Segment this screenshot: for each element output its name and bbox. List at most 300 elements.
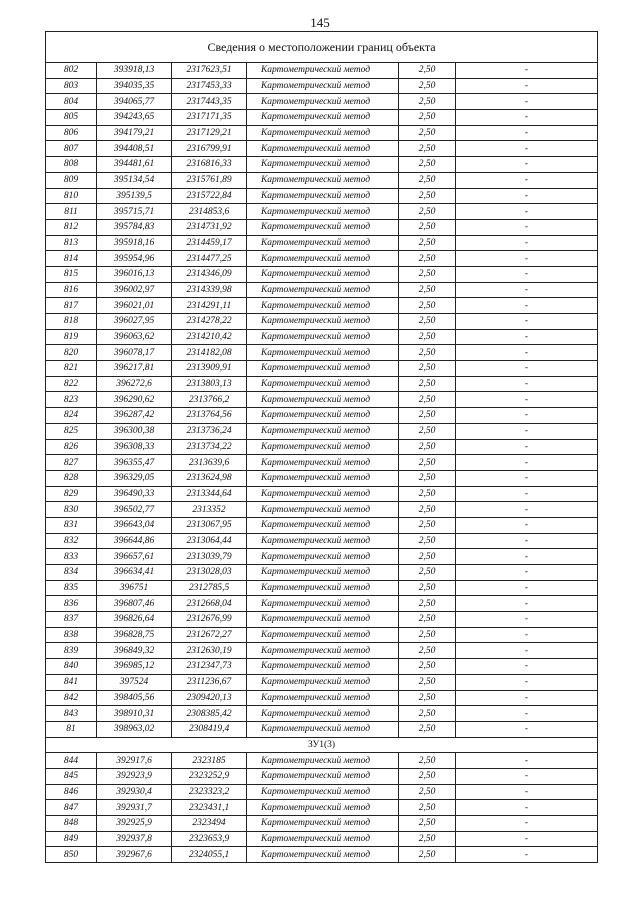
point-number-cell: 821 bbox=[46, 361, 97, 377]
y-coordinate-cell: 2313736,24 bbox=[172, 423, 247, 439]
point-number-cell: 848 bbox=[46, 816, 97, 832]
accuracy-cell: 2,50 bbox=[399, 533, 456, 549]
accuracy-cell: 2,50 bbox=[399, 408, 456, 424]
method-cell: Картометрический метод bbox=[247, 141, 399, 157]
point-number-cell: 807 bbox=[46, 141, 97, 157]
accuracy-cell: 2,50 bbox=[399, 816, 456, 832]
note-cell: - bbox=[456, 627, 598, 643]
note-cell: - bbox=[456, 110, 598, 126]
accuracy-cell: 2,50 bbox=[399, 314, 456, 330]
point-number-cell: 844 bbox=[46, 753, 97, 769]
y-coordinate-cell: 2324055,1 bbox=[172, 847, 247, 863]
y-coordinate-cell: 2314731,92 bbox=[172, 219, 247, 235]
note-cell: - bbox=[456, 800, 598, 816]
table-row bbox=[46, 690, 598, 706]
section-label: ЗУ1(3) bbox=[46, 737, 598, 753]
note-cell: - bbox=[456, 659, 598, 675]
note-cell: - bbox=[456, 439, 598, 455]
x-coordinate-cell: 396828,75 bbox=[97, 627, 172, 643]
accuracy-cell: 2,50 bbox=[399, 361, 456, 377]
x-coordinate-cell: 396985,12 bbox=[97, 659, 172, 675]
table-row bbox=[46, 502, 598, 518]
note-cell: - bbox=[456, 816, 598, 832]
note-cell: - bbox=[456, 596, 598, 612]
y-coordinate-cell: 2317129,21 bbox=[172, 125, 247, 141]
y-coordinate-cell: 2313639,6 bbox=[172, 455, 247, 471]
point-number-cell: 833 bbox=[46, 549, 97, 565]
method-cell: Картометрический метод bbox=[247, 439, 399, 455]
method-cell: Картометрический метод bbox=[247, 314, 399, 330]
method-cell: Картометрический метод bbox=[247, 329, 399, 345]
point-number-cell: 814 bbox=[46, 251, 97, 267]
table-row bbox=[46, 204, 598, 220]
x-coordinate-cell: 396490,33 bbox=[97, 486, 172, 502]
table-row bbox=[46, 329, 598, 345]
note-cell: - bbox=[456, 392, 598, 408]
note-cell: - bbox=[456, 282, 598, 298]
method-cell: Картометрический метод bbox=[247, 423, 399, 439]
table-row bbox=[46, 345, 598, 361]
x-coordinate-cell: 396751 bbox=[97, 580, 172, 596]
accuracy-cell: 2,50 bbox=[399, 141, 456, 157]
method-cell: Картометрический метод bbox=[247, 204, 399, 220]
y-coordinate-cell: 2312347,73 bbox=[172, 659, 247, 675]
x-coordinate-cell: 392937,8 bbox=[97, 831, 172, 847]
y-coordinate-cell: 2313734,22 bbox=[172, 439, 247, 455]
x-coordinate-cell: 396329,05 bbox=[97, 470, 172, 486]
note-cell: - bbox=[456, 533, 598, 549]
y-coordinate-cell: 2308419,4 bbox=[172, 721, 247, 737]
point-number-cell: 815 bbox=[46, 266, 97, 282]
note-cell: - bbox=[456, 204, 598, 220]
y-coordinate-cell: 2323323,2 bbox=[172, 784, 247, 800]
y-coordinate-cell: 2312668,04 bbox=[172, 596, 247, 612]
accuracy-cell: 2,50 bbox=[399, 486, 456, 502]
x-coordinate-cell: 398963,02 bbox=[97, 721, 172, 737]
x-coordinate-cell: 395784,83 bbox=[97, 219, 172, 235]
point-number-cell: 825 bbox=[46, 423, 97, 439]
accuracy-cell: 2,50 bbox=[399, 392, 456, 408]
method-cell: Картометрический метод bbox=[247, 565, 399, 581]
point-number-cell: 842 bbox=[46, 690, 97, 706]
y-coordinate-cell: 2315722,84 bbox=[172, 188, 247, 204]
y-coordinate-cell: 2314339,98 bbox=[172, 282, 247, 298]
accuracy-cell: 2,50 bbox=[399, 753, 456, 769]
note-cell: - bbox=[456, 706, 598, 722]
table-row bbox=[46, 753, 598, 769]
table-row bbox=[46, 282, 598, 298]
table-row bbox=[46, 266, 598, 282]
method-cell: Картометрический метод bbox=[247, 612, 399, 628]
point-number-cell: 836 bbox=[46, 596, 97, 612]
method-cell: Картометрический метод bbox=[247, 690, 399, 706]
point-number-cell: 805 bbox=[46, 110, 97, 126]
note-cell: - bbox=[456, 219, 598, 235]
x-coordinate-cell: 394179,21 bbox=[97, 125, 172, 141]
note-cell: - bbox=[456, 188, 598, 204]
note-cell: - bbox=[456, 376, 598, 392]
method-cell: Картометрический метод bbox=[247, 392, 399, 408]
y-coordinate-cell: 2313909,91 bbox=[172, 361, 247, 377]
method-cell: Картометрический метод bbox=[247, 157, 399, 173]
x-coordinate-cell: 396644,86 bbox=[97, 533, 172, 549]
method-cell: Картометрический метод bbox=[247, 219, 399, 235]
table-row bbox=[46, 721, 598, 737]
method-cell: Картометрический метод bbox=[247, 455, 399, 471]
accuracy-cell: 2,50 bbox=[399, 455, 456, 471]
accuracy-cell: 2,50 bbox=[399, 847, 456, 863]
y-coordinate-cell: 2313803,13 bbox=[172, 376, 247, 392]
x-coordinate-cell: 396290,62 bbox=[97, 392, 172, 408]
x-coordinate-cell: 396308,33 bbox=[97, 439, 172, 455]
note-cell: - bbox=[456, 345, 598, 361]
accuracy-cell: 2,50 bbox=[399, 376, 456, 392]
point-number-cell: 829 bbox=[46, 486, 97, 502]
method-cell: Картометрический метод bbox=[247, 706, 399, 722]
point-number-cell: 810 bbox=[46, 188, 97, 204]
x-coordinate-cell: 396355,47 bbox=[97, 455, 172, 471]
note-cell: - bbox=[456, 266, 598, 282]
note-cell: - bbox=[456, 251, 598, 267]
y-coordinate-cell: 2312676,99 bbox=[172, 612, 247, 628]
note-cell: - bbox=[456, 753, 598, 769]
accuracy-cell: 2,50 bbox=[399, 63, 456, 79]
point-number-cell: 827 bbox=[46, 455, 97, 471]
table-row bbox=[46, 361, 598, 377]
table-row bbox=[46, 298, 598, 314]
point-number-cell: 828 bbox=[46, 470, 97, 486]
y-coordinate-cell: 2312785,5 bbox=[172, 580, 247, 596]
table-row bbox=[46, 627, 598, 643]
y-coordinate-cell: 2314278,22 bbox=[172, 314, 247, 330]
table-row bbox=[46, 423, 598, 439]
x-coordinate-cell: 396807,46 bbox=[97, 596, 172, 612]
table-row bbox=[46, 596, 598, 612]
note-cell: - bbox=[456, 565, 598, 581]
method-cell: Картометрический метод bbox=[247, 266, 399, 282]
method-cell: Картометрический метод bbox=[247, 753, 399, 769]
table-row bbox=[46, 235, 598, 251]
table-row bbox=[46, 800, 598, 816]
x-coordinate-cell: 396021,01 bbox=[97, 298, 172, 314]
table-row bbox=[46, 78, 598, 94]
table-row bbox=[46, 188, 598, 204]
table-row bbox=[46, 816, 598, 832]
boundary-coordinates-table bbox=[45, 31, 598, 863]
note-cell: - bbox=[456, 408, 598, 424]
point-number-cell: 803 bbox=[46, 78, 97, 94]
x-coordinate-cell: 398405,56 bbox=[97, 690, 172, 706]
y-coordinate-cell: 2312672,27 bbox=[172, 627, 247, 643]
table-row bbox=[46, 172, 598, 188]
y-coordinate-cell: 2316799,91 bbox=[172, 141, 247, 157]
point-number-cell: 804 bbox=[46, 94, 97, 110]
accuracy-cell: 2,50 bbox=[399, 266, 456, 282]
table-row bbox=[46, 455, 598, 471]
table-row bbox=[46, 141, 598, 157]
x-coordinate-cell: 395139,5 bbox=[97, 188, 172, 204]
note-cell: - bbox=[456, 847, 598, 863]
y-coordinate-cell: 2311236,67 bbox=[172, 674, 247, 690]
method-cell: Картометрический метод bbox=[247, 768, 399, 784]
table-row bbox=[46, 408, 598, 424]
point-number-cell: 820 bbox=[46, 345, 97, 361]
page-number: 145 bbox=[310, 15, 330, 30]
accuracy-cell: 2,50 bbox=[399, 706, 456, 722]
x-coordinate-cell: 396063,62 bbox=[97, 329, 172, 345]
y-coordinate-cell: 2313352 bbox=[172, 502, 247, 518]
table-title-row bbox=[46, 32, 598, 63]
table-row bbox=[46, 251, 598, 267]
point-number-cell: 824 bbox=[46, 408, 97, 424]
point-number-cell: 847 bbox=[46, 800, 97, 816]
x-coordinate-cell: 395715,71 bbox=[97, 204, 172, 220]
y-coordinate-cell: 2309420,13 bbox=[172, 690, 247, 706]
method-cell: Картометрический метод bbox=[247, 172, 399, 188]
note-cell: - bbox=[456, 125, 598, 141]
point-number-cell: 822 bbox=[46, 376, 97, 392]
table-row bbox=[46, 706, 598, 722]
method-cell: Картометрический метод bbox=[247, 110, 399, 126]
y-coordinate-cell: 2313039,79 bbox=[172, 549, 247, 565]
note-cell: - bbox=[456, 63, 598, 79]
method-cell: Картометрический метод bbox=[247, 784, 399, 800]
accuracy-cell: 2,50 bbox=[399, 329, 456, 345]
method-cell: Картометрический метод bbox=[247, 502, 399, 518]
x-coordinate-cell: 394408,51 bbox=[97, 141, 172, 157]
y-coordinate-cell: 2314291,11 bbox=[172, 298, 247, 314]
point-number-cell: 808 bbox=[46, 157, 97, 173]
table-row bbox=[46, 125, 598, 141]
method-cell: Картометрический метод bbox=[247, 816, 399, 832]
accuracy-cell: 2,50 bbox=[399, 721, 456, 737]
table-title: Сведения о местоположении границ объекта bbox=[46, 32, 598, 63]
table-row bbox=[46, 470, 598, 486]
accuracy-cell: 2,50 bbox=[399, 549, 456, 565]
y-coordinate-cell: 2317623,51 bbox=[172, 63, 247, 79]
accuracy-cell: 2,50 bbox=[399, 439, 456, 455]
x-coordinate-cell: 396217,81 bbox=[97, 361, 172, 377]
method-cell: Картометрический метод bbox=[247, 408, 399, 424]
x-coordinate-cell: 397524 bbox=[97, 674, 172, 690]
point-number-cell: 840 bbox=[46, 659, 97, 675]
accuracy-cell: 2,50 bbox=[399, 502, 456, 518]
table-row bbox=[46, 517, 598, 533]
accuracy-cell: 2,50 bbox=[399, 643, 456, 659]
point-number-cell: 841 bbox=[46, 674, 97, 690]
note-cell: - bbox=[456, 470, 598, 486]
table-row bbox=[46, 565, 598, 581]
note-cell: - bbox=[456, 298, 598, 314]
accuracy-cell: 2,50 bbox=[399, 659, 456, 675]
note-cell: - bbox=[456, 502, 598, 518]
accuracy-cell: 2,50 bbox=[399, 345, 456, 361]
point-number-cell: 830 bbox=[46, 502, 97, 518]
note-cell: - bbox=[456, 768, 598, 784]
method-cell: Картометрический метод bbox=[247, 847, 399, 863]
note-cell: - bbox=[456, 157, 598, 173]
note-cell: - bbox=[456, 361, 598, 377]
table-row bbox=[46, 643, 598, 659]
accuracy-cell: 2,50 bbox=[399, 172, 456, 188]
y-coordinate-cell: 2313764,56 bbox=[172, 408, 247, 424]
table-row bbox=[46, 439, 598, 455]
accuracy-cell: 2,50 bbox=[399, 94, 456, 110]
y-coordinate-cell: 2313028,03 bbox=[172, 565, 247, 581]
x-coordinate-cell: 394481,61 bbox=[97, 157, 172, 173]
accuracy-cell: 2,50 bbox=[399, 580, 456, 596]
y-coordinate-cell: 2313064,44 bbox=[172, 533, 247, 549]
point-number-cell: 806 bbox=[46, 125, 97, 141]
x-coordinate-cell: 396287,42 bbox=[97, 408, 172, 424]
method-cell: Картометрический метод bbox=[247, 188, 399, 204]
method-cell: Картометрический метод bbox=[247, 486, 399, 502]
x-coordinate-cell: 392923,9 bbox=[97, 768, 172, 784]
point-number-cell: 812 bbox=[46, 219, 97, 235]
method-cell: Картометрический метод bbox=[247, 659, 399, 675]
x-coordinate-cell: 392930,4 bbox=[97, 784, 172, 800]
note-cell: - bbox=[456, 674, 598, 690]
x-coordinate-cell: 394035,35 bbox=[97, 78, 172, 94]
x-coordinate-cell: 394065,77 bbox=[97, 94, 172, 110]
y-coordinate-cell: 2323431,1 bbox=[172, 800, 247, 816]
y-coordinate-cell: 2314346,09 bbox=[172, 266, 247, 282]
accuracy-cell: 2,50 bbox=[399, 188, 456, 204]
point-number-cell: 846 bbox=[46, 784, 97, 800]
note-cell: - bbox=[456, 329, 598, 345]
y-coordinate-cell: 2313766,2 bbox=[172, 392, 247, 408]
accuracy-cell: 2,50 bbox=[399, 78, 456, 94]
table-row bbox=[46, 392, 598, 408]
note-cell: - bbox=[456, 784, 598, 800]
method-cell: Картометрический метод bbox=[247, 376, 399, 392]
x-coordinate-cell: 393918,13 bbox=[97, 63, 172, 79]
y-coordinate-cell: 2313344,64 bbox=[172, 486, 247, 502]
note-cell: - bbox=[456, 486, 598, 502]
method-cell: Картометрический метод bbox=[247, 78, 399, 94]
note-cell: - bbox=[456, 423, 598, 439]
method-cell: Картометрический метод bbox=[247, 580, 399, 596]
note-cell: - bbox=[456, 580, 598, 596]
y-coordinate-cell: 2317443,35 bbox=[172, 94, 247, 110]
y-coordinate-cell: 2314459,17 bbox=[172, 235, 247, 251]
x-coordinate-cell: 396027,95 bbox=[97, 314, 172, 330]
method-cell: Картометрический метод bbox=[247, 125, 399, 141]
point-number-cell: 845 bbox=[46, 768, 97, 784]
point-number-cell: 849 bbox=[46, 831, 97, 847]
x-coordinate-cell: 396016,13 bbox=[97, 266, 172, 282]
method-cell: Картометрический метод bbox=[247, 63, 399, 79]
method-cell: Картометрический метод bbox=[247, 596, 399, 612]
note-cell: - bbox=[456, 78, 598, 94]
method-cell: Картометрический метод bbox=[247, 643, 399, 659]
x-coordinate-cell: 395954,96 bbox=[97, 251, 172, 267]
table-row bbox=[46, 659, 598, 675]
accuracy-cell: 2,50 bbox=[399, 110, 456, 126]
table-row bbox=[46, 847, 598, 863]
x-coordinate-cell: 395134,54 bbox=[97, 172, 172, 188]
point-number-cell: 839 bbox=[46, 643, 97, 659]
y-coordinate-cell: 2316816,33 bbox=[172, 157, 247, 173]
point-number-cell: 826 bbox=[46, 439, 97, 455]
x-coordinate-cell: 392925,9 bbox=[97, 816, 172, 832]
x-coordinate-cell: 396849,32 bbox=[97, 643, 172, 659]
point-number-cell: 817 bbox=[46, 298, 97, 314]
accuracy-cell: 2,50 bbox=[399, 627, 456, 643]
accuracy-cell: 2,50 bbox=[399, 157, 456, 173]
method-cell: Картометрический метод bbox=[247, 517, 399, 533]
point-number-cell: 850 bbox=[46, 847, 97, 863]
method-cell: Картометрический метод bbox=[247, 674, 399, 690]
accuracy-cell: 2,50 bbox=[399, 423, 456, 439]
x-coordinate-cell: 396826,64 bbox=[97, 612, 172, 628]
x-coordinate-cell: 396657,61 bbox=[97, 549, 172, 565]
method-cell: Картометрический метод bbox=[247, 831, 399, 847]
accuracy-cell: 2,50 bbox=[399, 235, 456, 251]
point-number-cell: 816 bbox=[46, 282, 97, 298]
section-row bbox=[46, 737, 598, 753]
table-row bbox=[46, 784, 598, 800]
y-coordinate-cell: 2314182,08 bbox=[172, 345, 247, 361]
table-row bbox=[46, 157, 598, 173]
method-cell: Картометрический метод bbox=[247, 94, 399, 110]
point-number-cell: 831 bbox=[46, 517, 97, 533]
table-row bbox=[46, 63, 598, 79]
method-cell: Картометрический метод bbox=[247, 361, 399, 377]
point-number-cell: 832 bbox=[46, 533, 97, 549]
point-number-cell: 818 bbox=[46, 314, 97, 330]
accuracy-cell: 2,50 bbox=[399, 596, 456, 612]
note-cell: - bbox=[456, 831, 598, 847]
x-coordinate-cell: 392917,6 bbox=[97, 753, 172, 769]
note-cell: - bbox=[456, 455, 598, 471]
table-row bbox=[46, 94, 598, 110]
note-cell: - bbox=[456, 690, 598, 706]
table-row bbox=[46, 580, 598, 596]
accuracy-cell: 2,50 bbox=[399, 282, 456, 298]
point-number-cell: 837 bbox=[46, 612, 97, 628]
table-row bbox=[46, 314, 598, 330]
table-row bbox=[46, 549, 598, 565]
table-row bbox=[46, 674, 598, 690]
point-number-cell: 819 bbox=[46, 329, 97, 345]
method-cell: Картометрический метод bbox=[247, 627, 399, 643]
point-number-cell: 809 bbox=[46, 172, 97, 188]
y-coordinate-cell: 2313067,95 bbox=[172, 517, 247, 533]
y-coordinate-cell: 2317453,33 bbox=[172, 78, 247, 94]
accuracy-cell: 2,50 bbox=[399, 800, 456, 816]
note-cell: - bbox=[456, 517, 598, 533]
x-coordinate-cell: 396002,97 bbox=[97, 282, 172, 298]
x-coordinate-cell: 396634,41 bbox=[97, 565, 172, 581]
point-number-cell: 823 bbox=[46, 392, 97, 408]
x-coordinate-cell: 394243,65 bbox=[97, 110, 172, 126]
accuracy-cell: 2,50 bbox=[399, 125, 456, 141]
point-number-cell: 802 bbox=[46, 63, 97, 79]
accuracy-cell: 2,50 bbox=[399, 784, 456, 800]
accuracy-cell: 2,50 bbox=[399, 674, 456, 690]
y-coordinate-cell: 2314210,42 bbox=[172, 329, 247, 345]
accuracy-cell: 2,50 bbox=[399, 565, 456, 581]
accuracy-cell: 2,50 bbox=[399, 298, 456, 314]
table-row bbox=[46, 376, 598, 392]
point-number-cell: 834 bbox=[46, 565, 97, 581]
table-row bbox=[46, 831, 598, 847]
y-coordinate-cell: 2323185 bbox=[172, 753, 247, 769]
method-cell: Картометрический метод bbox=[247, 549, 399, 565]
y-coordinate-cell: 2308385,42 bbox=[172, 706, 247, 722]
note-cell: - bbox=[456, 643, 598, 659]
